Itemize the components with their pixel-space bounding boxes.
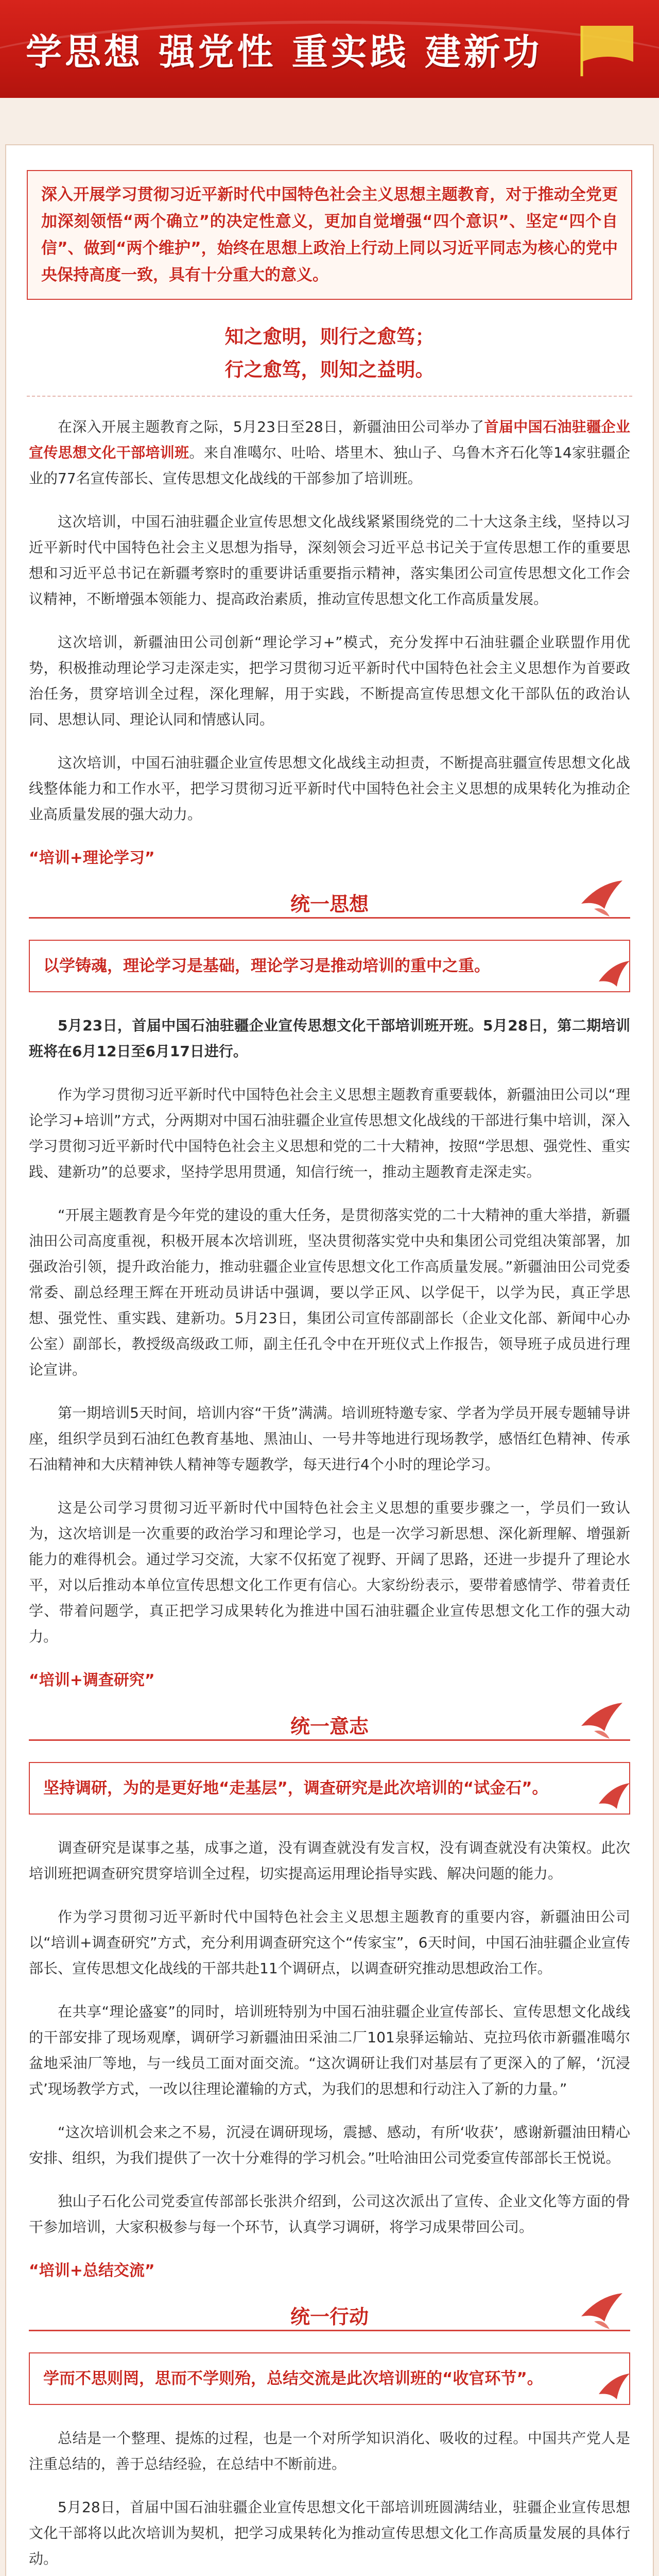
section-rule — [29, 2330, 630, 2331]
paragraph-intro-4: 这次培训，中国石油驻疆企业宣传思想文化战线主动担责，不断提高驻疆宣传思想文化战线整体能力和工作水平，把学习贯彻习近平新时代中国特色社会主义思想的成果转化为推动企业高质量发展的强大动力。 — [29, 754, 630, 823]
paragraph-text: 在深入开展主题教育之际，5月23日至28日，新疆油田公司举办了 — [58, 418, 484, 435]
dove-icon — [579, 878, 625, 919]
section-1-paragraph-2: “开展主题教育是今年党的建设的重大任务，是贯彻落实党的二十大精神的重大举措，新疆油田公司高度重视，积极开展本次培训班，坚决贯彻落实党中央和集团公司党组决策部署，加强政治引领，提升政治能力，推动驻疆企业宣传思想文化工作高质量发展。”新疆油田公司党委常委、副总经理王辉在开班动员讲话中强调，要以学正风、以学促干，以学为民，真正学思想、强党性、重实践、建新功。5月23日，集团公司宣传部副部长（企业文化部、新闻中心办公室）副部长，教授级高级政工师，副主任孔令中在开班仪式上作报告，领导班子成员进行理论宣讲。 — [29, 1207, 630, 1378]
section-2-quote — [29, 1762, 630, 1815]
section-1-paragraph-3: 第一期培训5天时间，培训内容“干货”满满。培训班特邀专家、学者为学员开展专题辅导讲座，组织学员到石油红色教育基地、黑油山、一号井等地进行现场教学，感悟红色精神、传承石油精神和大庆精神铁人精神等专题教学，每天进行4个小时的理论学习。 — [29, 1404, 630, 1473]
header-banner — [0, 0, 659, 98]
section-2-header — [29, 1705, 630, 1741]
section-1-tag: “培训+理论学习” — [29, 849, 155, 867]
section-1-quote — [29, 940, 630, 992]
divider — [27, 396, 632, 397]
article-card — [5, 144, 654, 2576]
dove-icon — [579, 1700, 625, 1741]
section-3-paragraph-1: 5月28日，首届中国石油驻疆企业宣传思想文化干部培训班圆满结业，驻疆企业宣传思想文化干部将以此次培训为契机，把学习成果转化为推动宣传思想文化工作高质量发展的具体行动。 — [29, 2499, 630, 2567]
intro-box: 深入开展学习贯彻习近平新时代中国特色社会主义思想主题教育，对于推动全党更加深刻领悟“两个确立”的决定性意义，更加自觉增强“四个意识”、坚定“四个自信”、做到“两个维护”，始终在思想上政治上行动上同以习近平同志为核心的党中央保持高度一致，具有十分重大的意义。 — [27, 170, 632, 300]
section-3-quote — [29, 2352, 630, 2405]
quote-text: 以学铸魂，理论学习是基础，理论学习是推动培训的重中之重。 — [43, 957, 490, 975]
section-1-header — [29, 883, 630, 919]
section-2-paragraph-4: 独山子石化公司党委宣传部部长张洪介绍到，公司这次派出了宣传、企业文化等方面的骨干参加培训，大家积极参与每一个环节，认真学习调研，将学习成果带回公司。 — [29, 2193, 630, 2235]
party-flag-icon — [577, 21, 638, 77]
dove-icon — [596, 2371, 632, 2407]
motto-line-1: 知之愈明，则行之愈笃； — [224, 326, 435, 348]
dove-icon — [596, 1781, 632, 1817]
paragraph-intro-1 — [29, 414, 630, 492]
section-1-paragraph-1: 作为学习贯彻习近平新时代中国特色社会主义思想主题教育重要载体，新疆油田公司以“理论学习+培训”方式，分两期对中国石油驻疆企业宣传思想文化战线的干部进行集中培训，深入学习贯彻习近平新时代中国特色社会主义思想和党的二十大精神，按照“学思想、强党性、重实践、建新功”的总要求，坚持学思用贯通，知信行统一，推动主题教育走深走实。 — [29, 1086, 630, 1180]
section-2-paragraph-3: “这次培训机会来之不易，沉浸在调研现场，震撼、感动，有所‘收获’，感谢新疆油田精心安排、组织，为我们提供了一次十分难得的学习机会。”吐哈油田公司党委宣传部部长王悦说。 — [29, 2124, 630, 2166]
dove-icon — [579, 2291, 625, 2332]
dove-icon — [596, 958, 632, 994]
section-2-tag: “培训+调查研究” — [29, 1671, 155, 1689]
paragraph-intro-2: 这次培训，中国石油驻疆企业宣传思想文化战线紧紧围绕党的二十大这条主线，坚持以习近平新时代中国特色社会主义思想为指导，深刻领会习近平总书记关于宣传思想工作的重要思想和习近平总书记在新疆考察时的重要讲话重要指示精神，落实集团公司宣传思想文化工作会议精神，不断增强本领能力、提高政治素质，推动宣传思想文化工作高质量发展。 — [29, 513, 630, 607]
section-2-lead: 调查研究是谋事之基，成事之道，没有调查就没有发言权，没有调查就没有决策权。此次培训班把调查研究贯穿培训全过程，切实提高运用理论指导实践、解决问题的能力。 — [29, 1839, 630, 1882]
section-1-lead: 5月23日，首届中国石油驻疆企业宣传思想文化干部培训班开班。5月28日，第二期培训班将在6月12日至6月17日进行。 — [29, 1017, 630, 1060]
banner-title: 学思想 强党性 重实践 建新功 — [26, 31, 543, 73]
section-1-paragraph-4: 这是公司学习贯彻习近平新时代中国特色社会主义思想的重要步骤之一，学员们一致认为，这次培训是一次重要的政治学习和理论学习，也是一次学习新思想、深化新理解、增强新能力的难得机会。通过学习交流，大家不仅拓宽了视野、开阔了思路，还进一步提升了理论水平，对以后推动本单位宣传思想文化工作更有信心。大家纷纷表示，要带着感情学、带着责任学、带着问题学，真正把学习成果转化为推进中国石油驻疆企业宣传思想文化工作的强大动力。 — [29, 1499, 630, 1645]
highlight-text: 首届中国石油驻疆企业宣传思想文化干部培训班 — [29, 418, 630, 461]
section-3-tag: “培训+总结交流” — [29, 2262, 155, 2280]
quote-text: 学而不思则罔，思而不学则殆，总结交流是此次培训班的“收官环节”。 — [43, 2369, 543, 2388]
paragraph-text: 。来自准噶尔、吐哈、塔里木、独山子、乌鲁木齐石化等14家驻疆企业的77名宣传部长、宣传思想文化战线的干部参加了培训班。 — [29, 444, 630, 487]
motto — [6, 320, 653, 386]
section-3-title: 统一行动 — [290, 2306, 369, 2328]
section-3-header — [29, 2296, 630, 2332]
paragraph-intro-3: 这次培训，新疆油田公司创新“理论学习+”模式，充分发挥中石油驻疆企业联盟作用优势，积极推动理论学习走深走实，把学习贯彻习近平新时代中国特色社会主义思想作为首要政治任务，贯穿培训全过程，深化理解，用于实践，不断提高宣传思想文化干部队伍的政治认同、思想认同、理论认同和情感认同。 — [29, 634, 630, 728]
section-rule — [29, 1739, 630, 1741]
section-2-paragraph-2: 在共享“理论盛宴”的同时，培训班特别为中国石油驻疆企业宣传部长、宣传思想文化战线的干部安排了现场观摩，调研学习新疆油田采油二厂101泉驿运输站、克拉玛依市新疆准噶尔盆地采油厂等地，与一线员工面对面交流。“这次调研让我们对基层有了更深入的了解，‘沉浸式’现场教学方式，一改以往理论灌输的方式，为我们的思想和行动注入了新的力量。” — [29, 2003, 630, 2097]
section-2-title: 统一意志 — [290, 1715, 369, 1738]
motto-line-2: 行之愈笃，则知之益明。 — [224, 359, 435, 381]
quote-text: 坚持调研，为的是更好地“走基层”，调查研究是此次培训的“试金石”。 — [43, 1779, 548, 1798]
section-1-title: 统一思想 — [290, 893, 369, 916]
section-rule — [29, 917, 630, 919]
section-3-lead: 总结是一个整理、提炼的过程，也是一个对所学知识消化、吸收的过程。中国共产党人是注重总结的，善于总结经验，在总结中不断前进。 — [29, 2430, 630, 2472]
section-2-paragraph-1: 作为学习贯彻习近平新时代中国特色社会主义思想主题教育的重要内容，新疆油田公司以“培训+调查研究”方式，充分利用调查研究这个“传家宝”，6天时间，中国石油驻疆企业宣传部长、宣传思想文化战线的干部共赴11个调研点，以调查研究推动思想政治工作。 — [29, 1908, 630, 1977]
